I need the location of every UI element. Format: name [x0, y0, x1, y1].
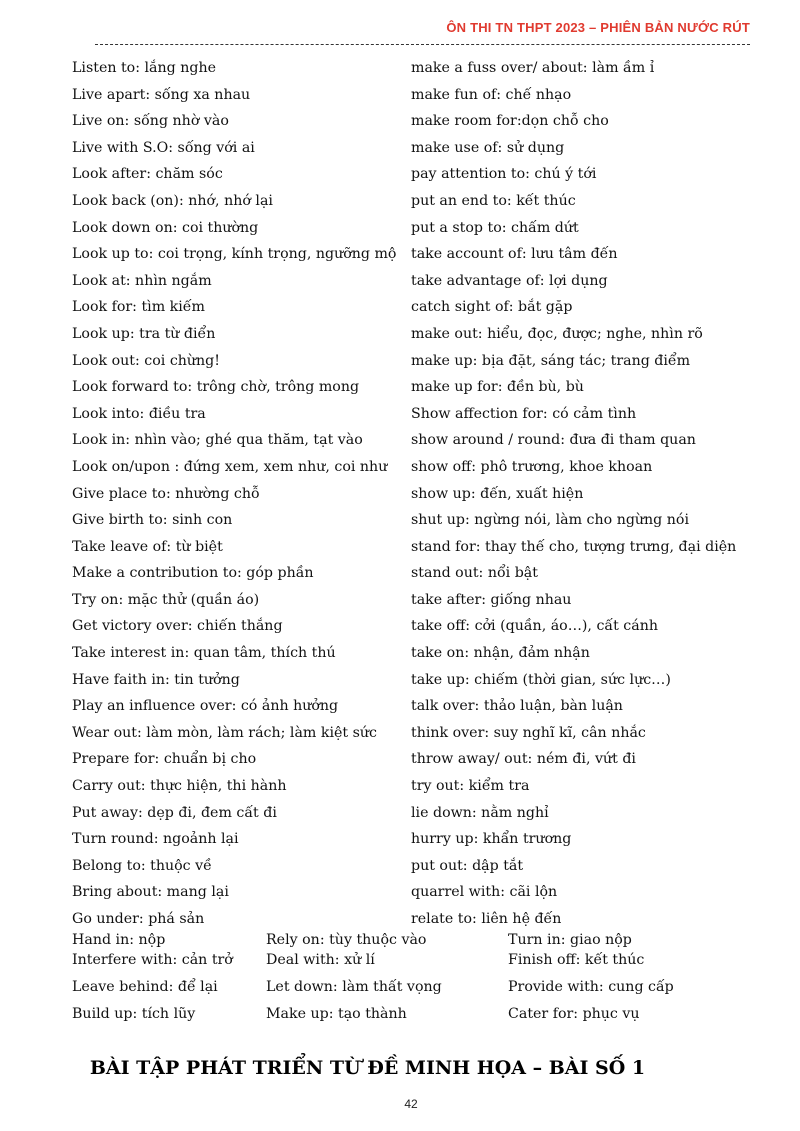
vocab-entry: take after: giống nhau [411, 591, 572, 608]
vocab-entry: Finish off: kết thúc [508, 952, 645, 968]
vocab-entry: try out: kiểm tra [411, 778, 530, 795]
vocab-entry: Interfere with: cản trở [72, 952, 233, 968]
vocab-entry: Look out: coi chừng! [72, 352, 220, 369]
vocab-entry: Let down: làm thất vọng [266, 979, 442, 995]
vocab-entry: Show affection for: có cảm tình [411, 405, 637, 422]
page-header-title: ÔN THI TN THPT 2023 – PHIÊN BẢN NƯỚC RÚT [446, 20, 750, 35]
vocab-entry: show off: phô trương, khoe khoan [411, 458, 653, 475]
vocab-entry: lie down: nằm nghỉ [411, 804, 549, 821]
vocab-entry: pay attention to: chú ý tới [411, 166, 597, 183]
vocab-entry: Wear out: làm mòn, làm rách; làm kiệt sức [72, 724, 377, 741]
vocab-entry: put a stop to: chấm dứt [411, 219, 579, 236]
vocab-entry: make up for: đền bù, bù [411, 379, 584, 396]
vocab-entry: take on: nhận, đảm nhận [411, 645, 590, 662]
vocab-entry: put an end to: kết thúc [411, 192, 576, 209]
vocab-entry: Go under: phá sản [72, 911, 205, 927]
vocab-entry: make a fuss over/ about: làm ầm ỉ [411, 60, 655, 76]
vocab-entry: make out: hiểu, đọc, được; nghe, nhìn rõ [411, 325, 703, 342]
vocab-entry: Look for: tìm kiếm [72, 299, 205, 316]
vocab-entry: Put away: dẹp đi, đem cất đi [72, 804, 277, 821]
vocab-entry: Provide with: cung cấp [508, 979, 674, 995]
vocab-entry: take up: chiếm (thời gian, sức lực…) [411, 671, 671, 688]
vocab-entry: make fun of: chế nhạo [411, 86, 572, 103]
vocab-entry: stand for: thay thế cho, tượng trưng, đại diện [411, 538, 737, 555]
vocab-entry: Deal with: xử lí [266, 952, 375, 968]
vocab-entry: take account of: lưu tâm đến [411, 246, 618, 263]
vocab-entry: Live on: sống nhờ vào [72, 113, 229, 130]
header-divider [95, 44, 750, 45]
vocab-entry: Look in: nhìn vào; ghé qua thăm, tạt vào [72, 432, 363, 449]
vocab-entry: Give birth to: sinh con [72, 512, 233, 529]
vocab-entry: Prepare for: chuẩn bị cho [72, 751, 257, 768]
vocab-entry: Belong to: thuộc về [72, 857, 212, 874]
vocab-entry: make use of: sử dụng [411, 139, 565, 156]
vocab-entry: relate to: liên hệ đến [411, 911, 562, 927]
vocab-entry: show around / round: đưa đi tham quan [411, 432, 696, 449]
vocab-entry: stand out: nổi bật [411, 565, 538, 582]
vocab-entry: Bring about: mang lại [72, 884, 229, 901]
vocab-entry: Take interest in: quan tâm, thích thú [72, 645, 336, 662]
vocab-entry: Give place to: nhường chỗ [72, 485, 260, 502]
vocab-entry: Look back (on): nhớ, nhớ lại [72, 192, 273, 209]
vocab-entry: take off: cởi (quần, áo…), cất cánh [411, 618, 658, 635]
vocab-entry: take advantage of: lợi dụng [411, 272, 608, 289]
vocab-entry: make room for:dọn chỗ cho [411, 113, 609, 130]
vocab-entry: Look on/upon : đứng xem, xem như, coi như [72, 458, 388, 475]
vocab-entry: talk over: thảo luận, bàn luận [411, 698, 623, 715]
vocab-entry: Cater for: phục vụ [508, 1006, 640, 1022]
vocab-entry: Look up: tra từ điển [72, 325, 216, 342]
vocab-entry: Turn in: giao nộp [508, 932, 632, 948]
vocab-entry: Play an influence over: có ảnh hưởng [72, 698, 339, 715]
vocab-entry: quarrel with: cãi lộn [411, 884, 558, 901]
phrasal-verbs-left-column [72, 55, 402, 933]
vocab-entry: Make up: tạo thành [266, 1006, 407, 1022]
vocab-entry: make up: bịa đặt, sáng tác; trang điểm [411, 352, 691, 369]
vocab-entry: Look up to: coi trọng, kính trọng, ngưỡng mộ [72, 246, 397, 263]
page-number: 42 [404, 1097, 418, 1111]
phrasal-verbs-right-column [411, 55, 751, 933]
vocab-entry: shut up: ngừng nói, làm cho ngừng nói [411, 512, 689, 529]
vocab-entry: catch sight of: bắt gặp [411, 299, 573, 316]
section-title: BÀI TẬP PHÁT TRIỂN TỪ ĐỀ MINH HỌA – BÀI SỐ 1 [89, 1057, 646, 1079]
vocab-entry: Carry out: thực hiện, thi hành [72, 778, 287, 795]
vocab-entry: Make a contribution to: góp phần [72, 565, 314, 582]
vocab-entry: Look into: điều tra [72, 405, 206, 422]
vocab-entry: Leave behind: để lại [72, 979, 218, 995]
vocab-entry: Listen to: lắng nghe [72, 60, 216, 76]
vocab-entry: Hand in: nộp [72, 932, 166, 948]
vocab-entry: Live with S.O: sống với ai [72, 139, 255, 156]
vocab-entry: Look forward to: trông chờ, trông mong [72, 379, 360, 396]
vocab-entry: Get victory over: chiến thắng [72, 618, 283, 635]
vocab-entry: throw away/ out: ném đi, vứt đi [411, 751, 636, 768]
vocab-entry: Look at: nhìn ngắm [72, 272, 212, 289]
vocab-entry: Rely on: tùy thuộc vào [266, 932, 427, 948]
vocab-entry: Turn round: ngoảnh lại [72, 831, 239, 848]
vocab-entry: Try on: mặc thử (quần áo) [72, 591, 260, 608]
vocab-entry: Take leave of: từ biệt [72, 538, 223, 555]
vocab-entry: Build up: tích lũy [72, 1006, 196, 1022]
vocab-entry: Have faith in: tin tưởng [72, 671, 240, 688]
vocab-entry: Look down on: coi thường [72, 219, 259, 236]
vocab-entry: put out: dập tắt [411, 857, 524, 874]
vocab-entry: think over: suy nghĩ kĩ, cân nhắc [411, 724, 646, 741]
vocab-entry: show up: đến, xuất hiện [411, 485, 584, 502]
vocab-entry: Live apart: sống xa nhau [72, 86, 251, 103]
vocab-entry: hurry up: khẩn trương [411, 831, 572, 848]
vocab-entry: Look after: chăm sóc [72, 166, 223, 183]
